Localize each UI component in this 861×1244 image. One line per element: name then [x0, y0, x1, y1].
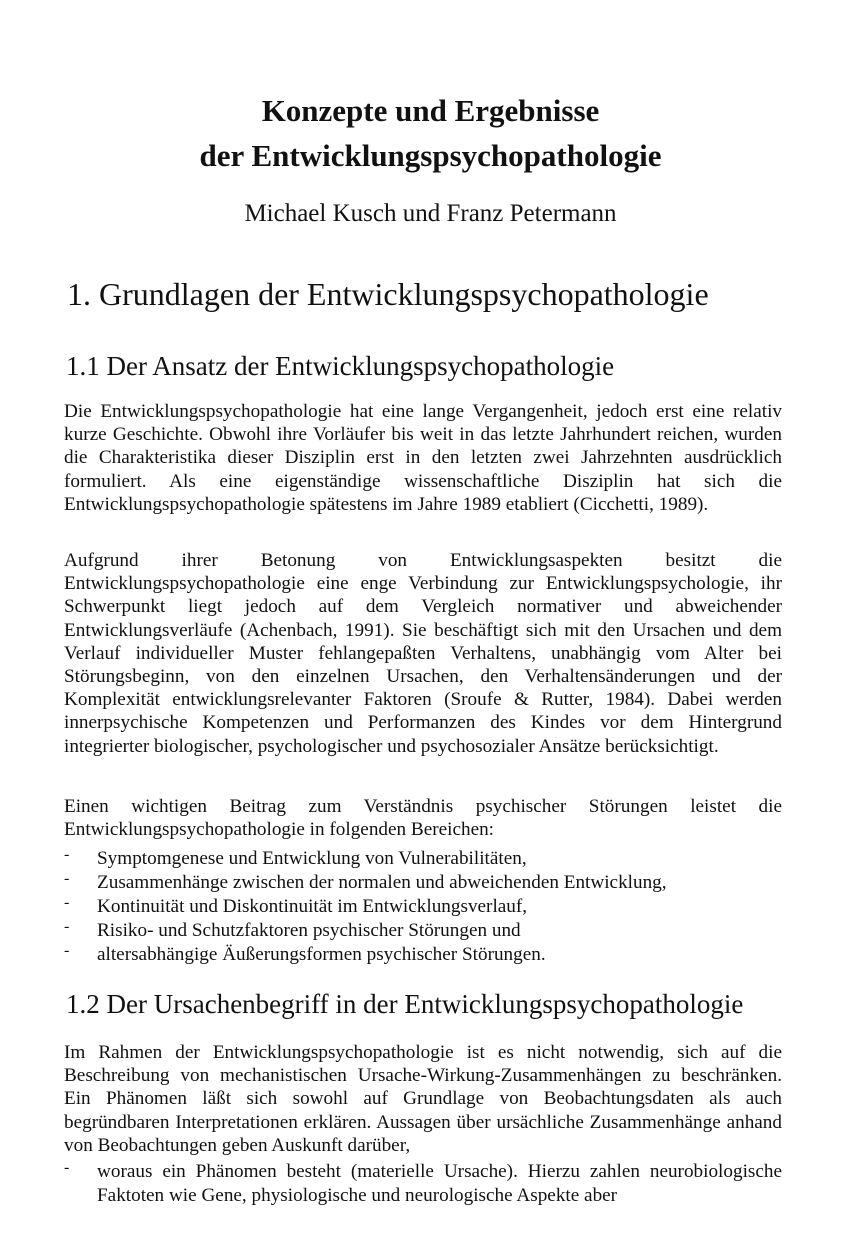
list-item: - Kontinuität und Diskontinuität im Entwicklungsverlauf,	[64, 895, 782, 919]
list-item: - Symptomgenese und Entwicklung von Vulnerabilitäten,	[64, 847, 782, 871]
list-item: - Zusammenhänge zwischen der normalen und abweichenden Entwicklung,	[64, 871, 782, 895]
authors: Michael Kusch und Franz Petermann	[244, 200, 617, 227]
paragraph-4: Im Rahmen der Entwicklungspsychopathologie ist es nicht notwendig, sich auf die Beschreibung von mechanistischen Ursache-Wirkung-Zusammenhängen zu beschränken. Ein Phänomen läßt sich sowohl auf Grundlage von Beobachtungsdaten als auch begründbaren Interpretationen erklären. Aussagen über ursächliche Zusammenhänge anhand von Beobachtungen geben Auskunft darüber,	[64, 1042, 782, 1156]
paragraph-3: Einen wichtigen Beitrag zum Verständnis psychischer Störungen leistet die Entwicklungspsychopathologie in folgenden Bereichen:	[64, 796, 782, 841]
dash-bullet: -	[64, 846, 70, 863]
title-line-1: Konzepte und Ergebnisse	[261, 93, 600, 128]
dash-bullet: -	[64, 1159, 70, 1176]
dash-bullet: -	[64, 870, 70, 887]
dash-bullet: -	[64, 918, 70, 935]
list-research-areas	[64, 847, 782, 967]
list-item: - woraus ein Phänomen besteht (materielle Ursache). Hierzu zahlen neurobiologische Faktoten wie Gene, physiologische und neurologische Aspekte aber	[64, 1160, 782, 1208]
section-heading-1: 1. Grundlagen der Entwicklungspsychopathologie	[67, 276, 709, 312]
list-item: - Risiko- und Schutzfaktoren psychischer Störungen und	[64, 919, 782, 943]
title-line-2: der Entwicklungspsychopathologie	[199, 138, 662, 173]
dash-bullet: -	[64, 894, 70, 911]
paragraph-1: Die Entwicklungspsychopathologie hat eine lange Vergangenheit, jedoch erst eine relativ kurze Geschichte. Obwohl ihre Vorläufer bis weit in das letzte Jahrhundert reichen, wurden die Charakteristika dieser Disziplin erst in den letzten zwei Jahrzehnten ausdrücklich formuliert. Als eine eigenständige wissenschaftliche Disziplin hat sich die Entwicklungspsychopathologie spätestens im Jahre 1989 etabliert (Cicchetti, 1989).	[64, 401, 782, 515]
subsection-heading-1-2: 1.2 Der Ursachenbegriff in der Entwicklungspsychopathologie	[66, 989, 744, 1019]
document-title	[0, 88, 861, 178]
paragraph-2: Aufgrund ihrer Betonung von Entwicklungsaspekten besitzt die Entwicklungspsychopathologie eine enge Verbindung zur Entwicklungspsychologie, ihr Schwerpunkt liegt jedoch auf dem Vergleich normativer und abweichender Entwicklungsverläufe (Achenbach, 1991). Sie beschäftigt sich mit den Ursachen und dem Verlauf individueller Muster fehlangepaßten Verhaltens, unabhängig vom Alter bei Störungsbeginn, von den einzelnen Ursachen, den Verhaltensänderungen und der Komplexität entwicklungsrelevanter Faktoren (Sroufe & Rutter, 1984). Dabei werden innerpsychische Kompetenzen und Performanzen des Kindes vor dem Hintergrund integrierter biologischer, psychologischer und psychosozialer Ansätze berücksichtigt.	[64, 550, 782, 757]
dash-bullet: -	[64, 942, 70, 959]
list-causes	[64, 1160, 782, 1208]
subsection-heading-1-1: 1.1 Der Ansatz der Entwicklungspsychopathologie	[66, 351, 615, 381]
list-item: - altersabhängige Äußerungsformen psychischer Störungen.	[64, 943, 782, 967]
